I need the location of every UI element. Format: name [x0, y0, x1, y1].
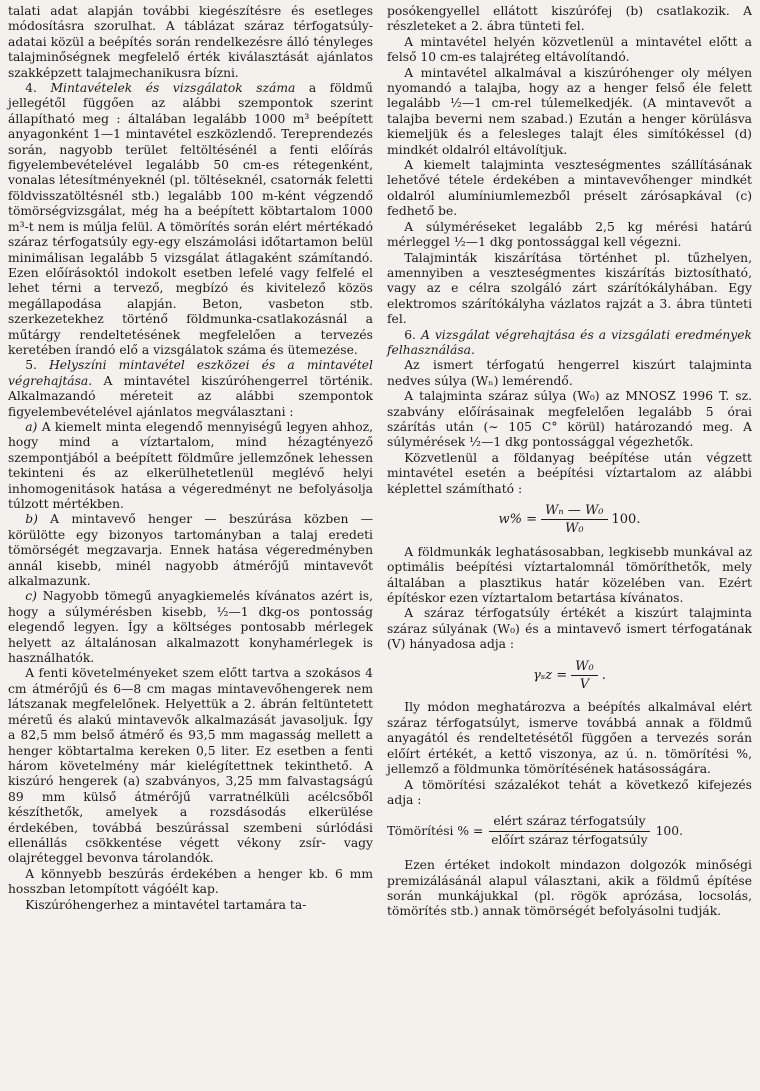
- paragraph: [387, 451, 752, 497]
- paragraph: [387, 858, 752, 920]
- formula-denominator: V: [579, 677, 590, 693]
- item-label: b): [25, 512, 38, 527]
- formula-lhs: w% =: [498, 512, 538, 528]
- paragraph-text: Ezen értéket indokolt mindazon dolgozók minőségi premizálásánál alapul választani, akik a földmű építése során munkájukkal (pl. rögök aprózása, locsolás, tömörítés stb.) annak tömörségét befolyásolni tudják.: [387, 858, 752, 919]
- formula-trailer: .: [601, 667, 606, 683]
- formula-trailer: 100.: [611, 512, 641, 528]
- dry-density-formula: [387, 659, 752, 693]
- paragraph-text: A tömörítési százalékot tehát a következő kifejezés adja :: [387, 777, 752, 807]
- paragraph-text: A mintavétel kiszúróhengerrel történik. Alkalmazandó méreteit az alábbi szempontok figyelembevételével ajánlatos megválasztani :: [8, 373, 373, 419]
- paragraph: [387, 606, 752, 652]
- paragraph: [8, 420, 373, 512]
- right-column: [387, 4, 752, 1091]
- paragraph-text: Talajminták kiszárítása történhet pl. tűzhelyen, amennyiben a veszteségmentes kiszárítás biztosítható, vagy az e célra szolgáló zárt szárítókályhában. Egy elektromos szárítókályha vázlatos rajzát a 3. ábra tünteti fel.: [387, 250, 752, 327]
- paragraph-text: Kiszúróhengerhez a mintavétel tartamára ta-: [25, 897, 307, 912]
- section-heading: A vizsgálat végrehajtása és a vizsgálati eredmények felhasználása.: [387, 327, 752, 357]
- formula-lhs: γₛz =: [533, 667, 568, 683]
- paragraph-text: talati adat alapján további kiegészítésre és esetleges módosításra szorulhat. A táblázat száraz térfogatsúly-adatai közül a beépítés során rendelkezésre álló tényleges talajminőségnek megfelelő érték kiválasztását ajánlatos szakképzett talajmechanikusra bízni.: [8, 4, 373, 80]
- section-number: 6.: [404, 327, 416, 342]
- paragraph: [387, 251, 752, 328]
- paragraph: [8, 898, 373, 913]
- paragraph: [387, 358, 752, 389]
- formula-numerator: W₀: [571, 659, 598, 676]
- section-heading: Helyszíni mintavétel eszközei és a mintavétel végrehajtása.: [8, 358, 373, 388]
- paragraph-text: A mintavétel alkalmával a kiszúróhenger oly mélyen nyomandó a talajba, hogy az a henger felső éle felett legalább ½—1 cm-rel túlemelkedjék. (A mintavevőt a talajba beverni nem szabad.) Ezután a henger körülásva kiemeljük és a felesleges talajt éles simítókéssel (d) mindkét oldalról eltávolítjuk.: [387, 65, 752, 157]
- section-heading: Mintavételek és vizsgálatok száma: [50, 81, 296, 96]
- paragraph: [8, 4, 373, 81]
- paragraph: [387, 220, 752, 251]
- paragraph-text: A talajminta száraz súlya (W₀) az MNOSZ 1996 T. sz. szabvány előírásainak megfelelően legalább 5 órai szárítás után (∼ 105 C° körül) határozandó meg. A súlymérések ½—1 dkg pontossággal végezhetők.: [387, 389, 752, 450]
- water-content-formula: [387, 503, 752, 537]
- paragraph-text: A súlyméréseket legalább 2,5 kg mérési határú mérleggel ½—1 dkg pontossággal kell végezni.: [387, 219, 752, 250]
- paragraph: [8, 358, 373, 420]
- paragraph-text: A kiemelt talajminta veszteségmentes szállításának lehetővé tétele érdekében a mintavevőhenger mindkét oldalról alumíniumlemezből préselt zárósapkával (c) fedhető be.: [387, 158, 752, 219]
- formula-denominator: W₀: [564, 521, 584, 537]
- left-column: [8, 4, 373, 1091]
- paragraph-text: A száraz térfogatsúly értékét a kiszúrt talajminta száraz súlyának (W₀) és a mintavevő ismert térfogatának (V) hányadosa adja :: [387, 606, 752, 652]
- section-number: 4.: [25, 81, 37, 96]
- formula-denominator: előírt száraz térfogatsúly: [491, 832, 648, 847]
- paragraph-text: A könnyebb beszúrás érdekében a henger kb. 6 mm hosszban letompított vágóélt kap.: [8, 866, 373, 897]
- paragraph: [8, 512, 373, 589]
- paragraph: [387, 35, 752, 66]
- paragraph: [387, 545, 752, 607]
- formula-fraction: [487, 814, 651, 848]
- item-label: a): [25, 419, 38, 434]
- formula-numerator: elért száraz térfogatsúly: [489, 814, 649, 831]
- formula-fraction: [571, 659, 598, 693]
- paragraph: [8, 666, 373, 866]
- paragraph-text: A fenti követelményeket szem előtt tartva a szokásos 4 cm átmérőjű és 6—8 cm magas mintavevőhengerek nem látszanak megfelelőnek. Helyettük a 2. ábrán feltüntetett méretű és alakú mintavevők alkalmazását javasoljuk. Így a 82,5 mm belső átmérő és 93,5 mm magasság mellett a henger köbtartalma kereken 0,5 liter. Ez esetben a fenti három követelmény már kielégítettnek tekinthető. A kiszúró hengerek (a) szabványos, 3,25 mm falvastagságú 89 mm külső átmérőjű varratnélküli acélcsőből készíthetők, amelyek a rozsdásodás elkerülése érdekében, továbbá beszúrással szembeni súrlódási ellenállás csökkentése végett vékony zsír- vagy olajréteggel bevonva tárolandók.: [8, 666, 373, 866]
- paragraph: [387, 389, 752, 451]
- paragraph: [8, 867, 373, 898]
- item-label: c): [25, 589, 37, 604]
- section-number: 5.: [25, 358, 37, 373]
- paragraph-text: Az ismert térfogatú hengerrel kiszúrt talajminta nedves súlya (Wₙ) lemérendő.: [387, 358, 752, 388]
- formula-lhs: Tömörítési % =: [387, 823, 484, 838]
- formula-trailer: 100.: [655, 823, 683, 838]
- paragraph-text: Ily módon meghatározva a beépítés alkalmával elért száraz térfogatsúlyt, ismerve továbbá annak a földmű anyagától és rendeltetésétől függően a tervezés során előírt értékét, a kettő viszonya, az ú. n. tömörítési %, jellemző a földmunka tömörítésének hatásosságára.: [387, 700, 752, 777]
- paragraph-text: A kiemelt minta elegendő mennyiségű legyen ahhoz, hogy mind a víztartalom, mind hézagtényező szempontjából a beépített földműre jellemzőnek lehessen tekinteni és az elkerülhetetlenül meglévő helyi inhomogenitások hatása a végeredményt ne befolyásolja túlzott mértékben.: [8, 419, 373, 511]
- paragraph-text: A földmunkák leghatásosabban, legkisebb munkával az optimális beépítési víztartalomnál tömöríthetők, mely általában a plasztikus határ közelében van. Ezért építéskor ezen víztartalom betartása kívánatos.: [387, 544, 752, 606]
- paragraph: [8, 81, 373, 358]
- paragraph: [387, 4, 752, 35]
- paragraph-text: Közvetlenül a földanyag beépítése után végzett mintavétel esetén a beépítési víztartalom az alábbi képlettel számítható :: [387, 450, 752, 496]
- compaction-percent-formula: [387, 814, 752, 848]
- paragraph: [387, 700, 752, 777]
- paragraph: [387, 66, 752, 158]
- paragraph-text: posókengyellel ellátott kiszúrófej (b) csatlakozik. A részleteket a 2. ábra tünteti fel.: [387, 4, 752, 34]
- paragraph: [387, 778, 752, 809]
- paragraph: [387, 328, 752, 359]
- paragraph-text: A mintavétel helyén közvetlenül a mintavétel előtt a felső 10 cm-es talajréteg eltávolítandó.: [387, 34, 752, 65]
- formula-fraction: [541, 503, 607, 537]
- formula-numerator: Wₙ — W₀: [541, 503, 607, 520]
- paragraph-text: Nagyobb tömegű anyagkiemelés kívánatos azért is, hogy a súlymérésben kisebb, ½—1 dkg-os pontosság elegendő legyen. Így a költséges pontosabb mérlegek helyett az általánosan alkalmazott konyhamérlegek is használhatók.: [8, 589, 373, 666]
- paragraph: [387, 158, 752, 220]
- paragraph-text: A mintavevő henger — beszúrása közben — körülötte egy bizonyos tartományban a talaj eredeti tömörségét megzavarja. Ennek hatása végeredményben annál kisebb, minél nagyobb átmérőjű mintavevőt alkalmazunk.: [8, 512, 373, 589]
- paragraph: [8, 589, 373, 666]
- paragraph-text: a földmű jellegétől függően az alábbi szempontok szerint állapítható meg : általában legalább 1000 m³ beépített anyagonként 1—1 mintavétel eszközlendő. Tereprendezés során, nagyobb terület feltöltésénél a fenti előírás figyelembevételével legalább 50 cm-es rétegenként, vonalas létesítményeknél (pl. töltéseknél, csatornák feletti földvisszatöltésnél stb.) legalább 100 m-ként végzendő tömörségvizsgálat, még ha a beépített köbtartalom 1000 m³-t nem is múlja felül. A tömörítés során elért mértékadó száraz térfogatsúly egy-egy elszámolási időtartamon belül minimálisan legalább 5 vizsgálat átlagaként számítandó. Ezen előírásoktól indokolt esetben lefelé vagy felfelé el lehet térni a tervező, megbízó és kivitelező közös megállapodása alapján. Beton, vasbeton stb. szerkezetekhez történő földmunka-csatlakozásnál a műtárgy rendeltetésének megfelelően a tervezés keretében írandó elő a vizsgálatok száma és ütemezése.: [8, 81, 373, 357]
